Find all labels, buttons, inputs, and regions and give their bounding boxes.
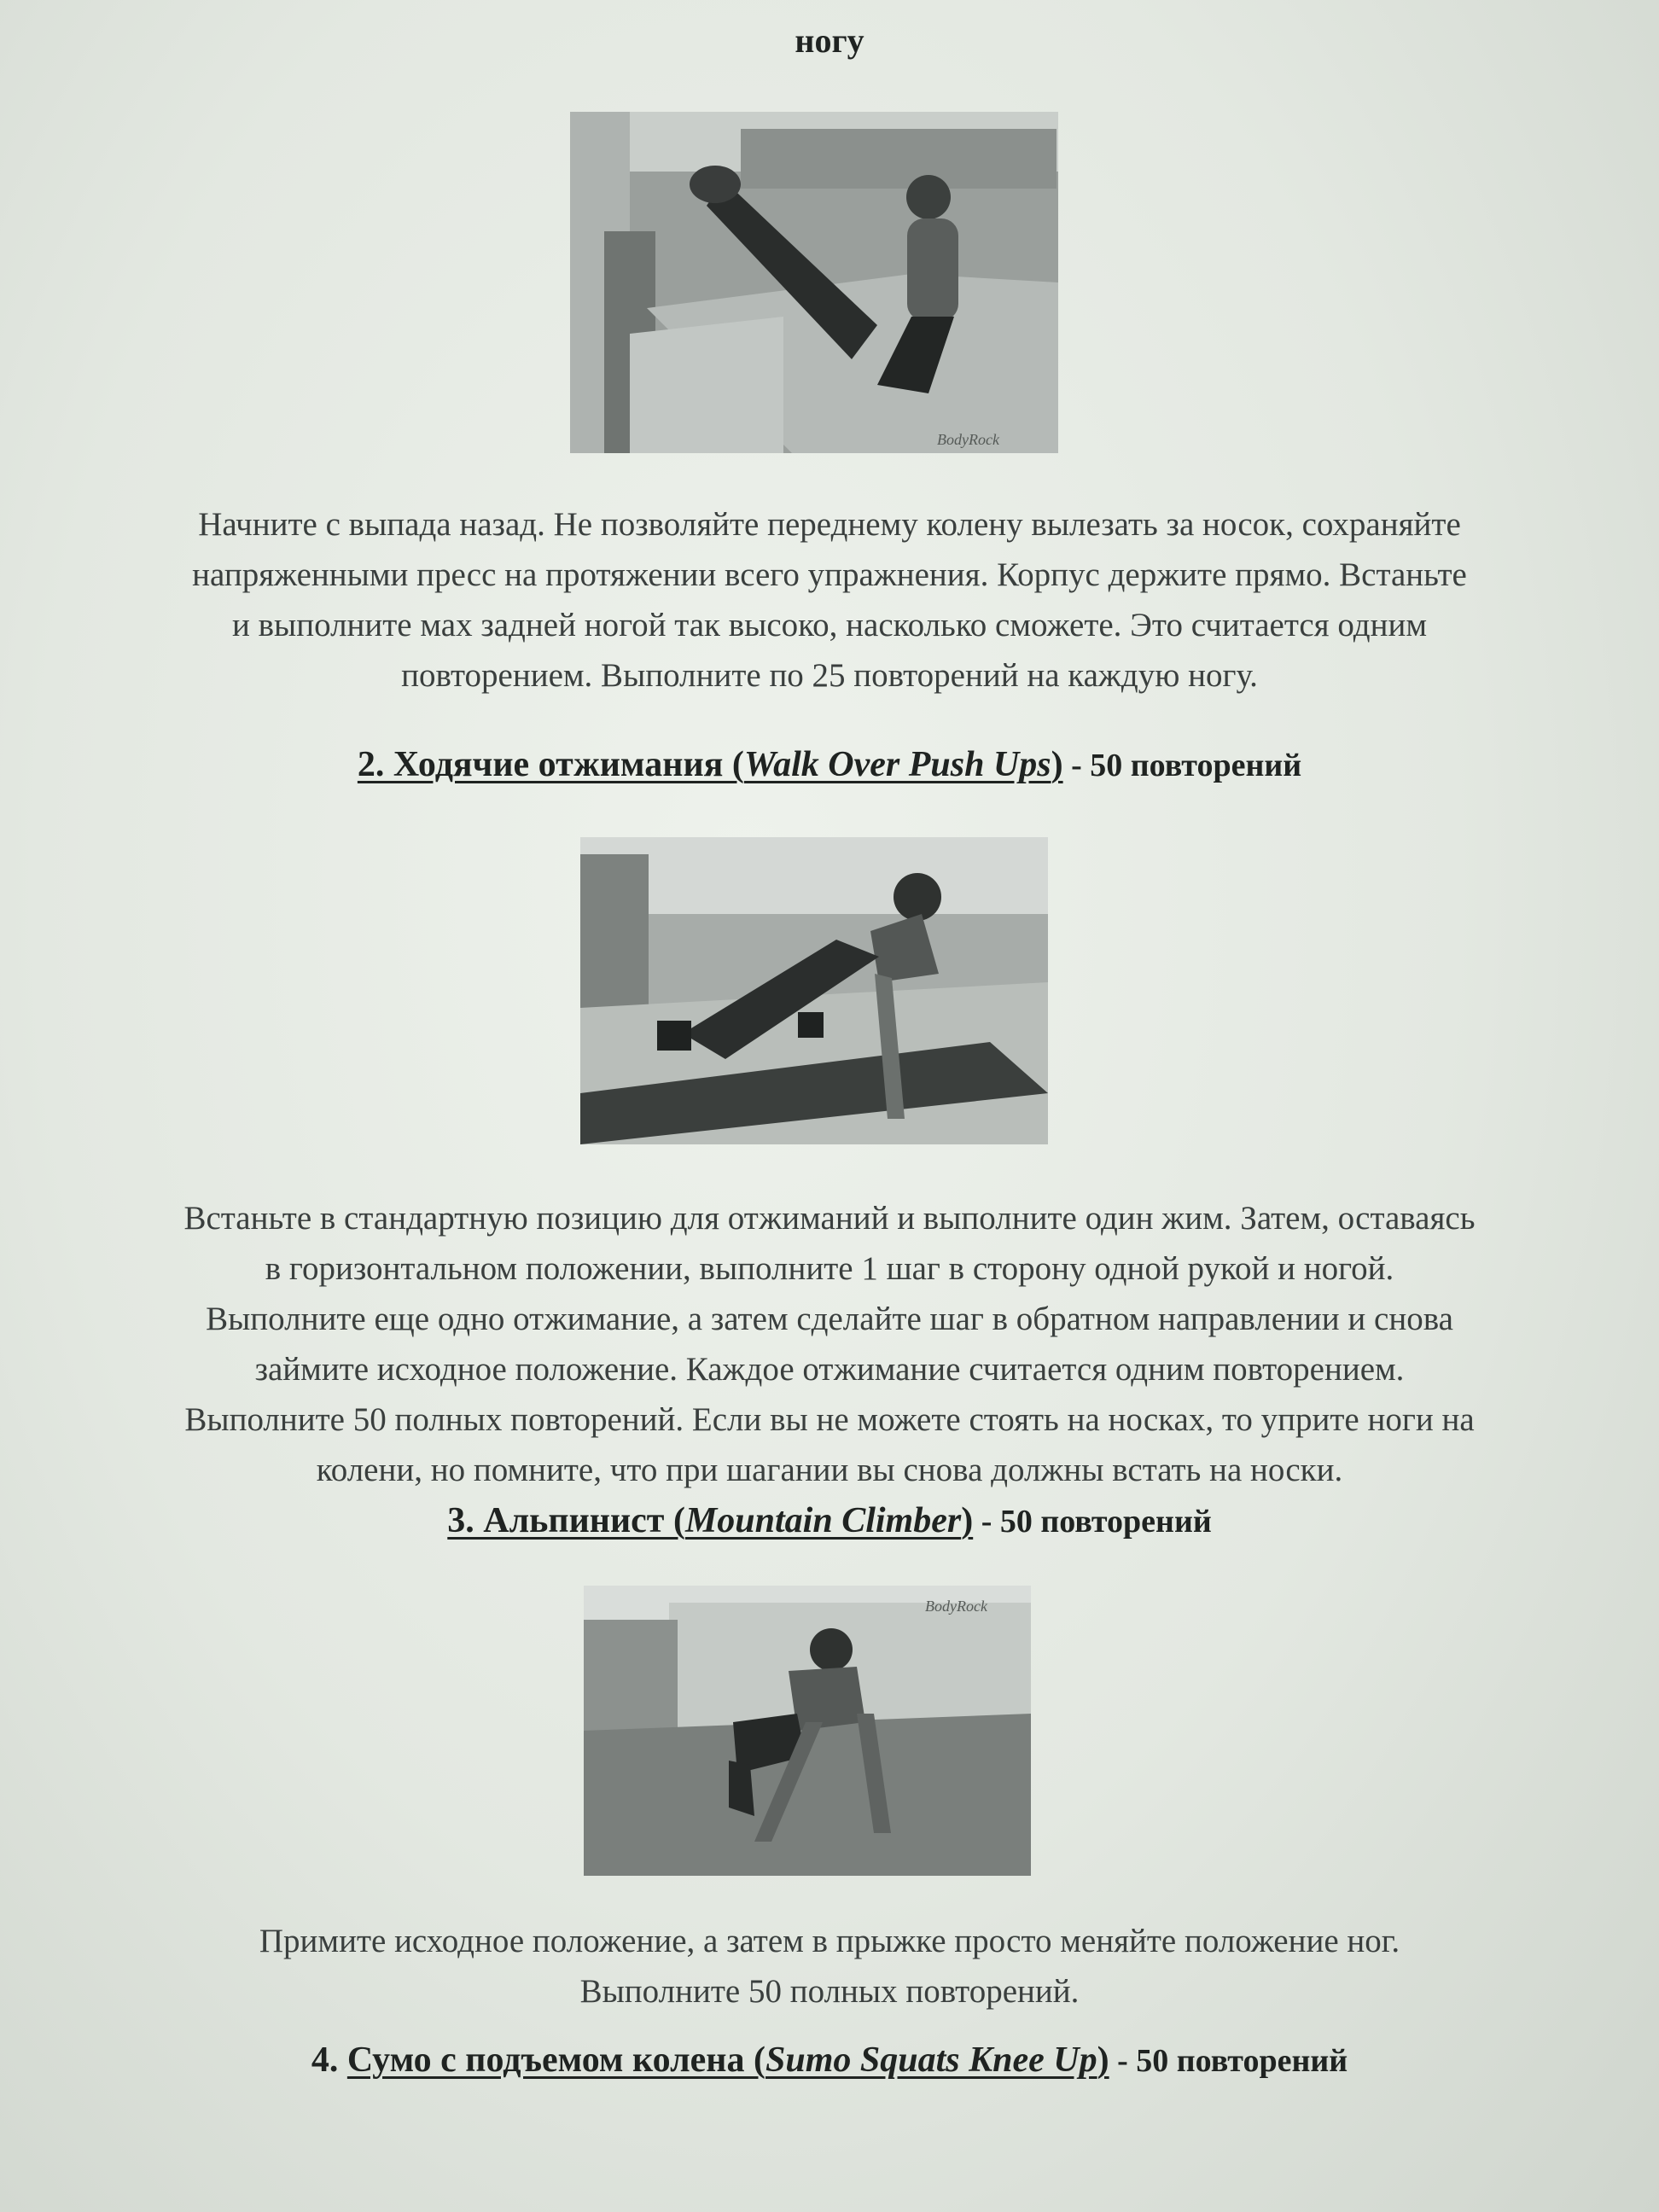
exercise-2-photo [580,837,1048,1144]
exercise-4-reps: - 50 повторений [1109,2043,1348,2079]
exercise-3-heading [0,1500,1659,1541]
exercise-3-description-line: Примите исходное положение, а затем в прыжке просто меняйте положение ног. [259,1923,1400,1959]
exercise-1-photo [570,112,1058,453]
exercise-3-photo [584,1586,1031,1876]
exercise-4-heading [0,2040,1659,2081]
woman-mountain-climber-photo-icon [584,1586,1031,1876]
exercise-1-description-line: повторением. Выполните по 25 повторений на каждую ногу. [401,657,1258,694]
woman-kickback-photo-icon [570,112,1058,453]
top-fragment-text: ногу [795,21,864,60]
exercise-1-description [0,499,1659,701]
exercise-2-description [0,1193,1659,1495]
exercise-2-reps: - 50 повторений [1062,748,1302,783]
exercise-3-reps: - 50 повторений [973,1504,1212,1540]
exercise-2-description-line: Выполните еще одно отжимание, а затем сделайте шаг в обратном направлении и снова [206,1301,1453,1337]
exercise-2-title: 2. Ходячие отжимания (Walk Over Push Ups) [357,745,1063,784]
exercise-2-description-line: займите исходное положение. Каждое отжимание считается одним повторением. [254,1351,1405,1388]
exercise-1-watermark: BodyRock [937,431,999,448]
exercise-3-description [0,1916,1659,2017]
exercise-1-description-line: напряженными пресс на протяжении всего упражнения. Корпус держите прямо. Встаньте [192,556,1467,593]
exercise-1-description-line: и выполните мах задней ногой так высоко, насколько сможете. Это считается одним [231,607,1428,643]
exercise-2-heading [0,744,1659,785]
exercise-4-title: Сумо с подъемом колена (Sumo Squats Knee Up) [346,2040,1109,2080]
exercise-2-description-line: в горизонтальном положении, выполните 1 шаг в сторону одной рукой и ногой. [265,1250,1394,1287]
exercise-3-english-name: Mountain Climber [684,1501,962,1540]
exercise-4-english-name: Sumo Squats Knee Up [765,2040,1097,2080]
exercise-4-number: 4. [311,2040,347,2080]
exercise-2-description-line: Встаньте в стандартную позицию для отжиманий и выполните один жим. Затем, оставаясь [183,1200,1476,1237]
exercise-3-title: 3. Альпинист (Mountain Climber) [447,1501,974,1540]
woman-pushup-photo-icon [580,837,1048,1144]
exercise-2-english-name: Walk Over Push Ups [743,745,1051,784]
exercise-3-watermark: BodyRock [925,1598,987,1615]
exercise-1-description-line: Начните с выпада назад. Не позволяйте переднему колену вылезать за носок, сохраняйте [198,506,1461,543]
exercise-2-description-line: Выполните 50 полных повторений. Если вы не можете стоять на носках, то уприте ноги на [184,1401,1475,1438]
exercise-3-description-line: Выполните 50 полных повторений. [579,1973,1080,2010]
exercise-2-description-line: колени, но помните, что при шагании вы снова должны встать на носки. [316,1452,1343,1488]
